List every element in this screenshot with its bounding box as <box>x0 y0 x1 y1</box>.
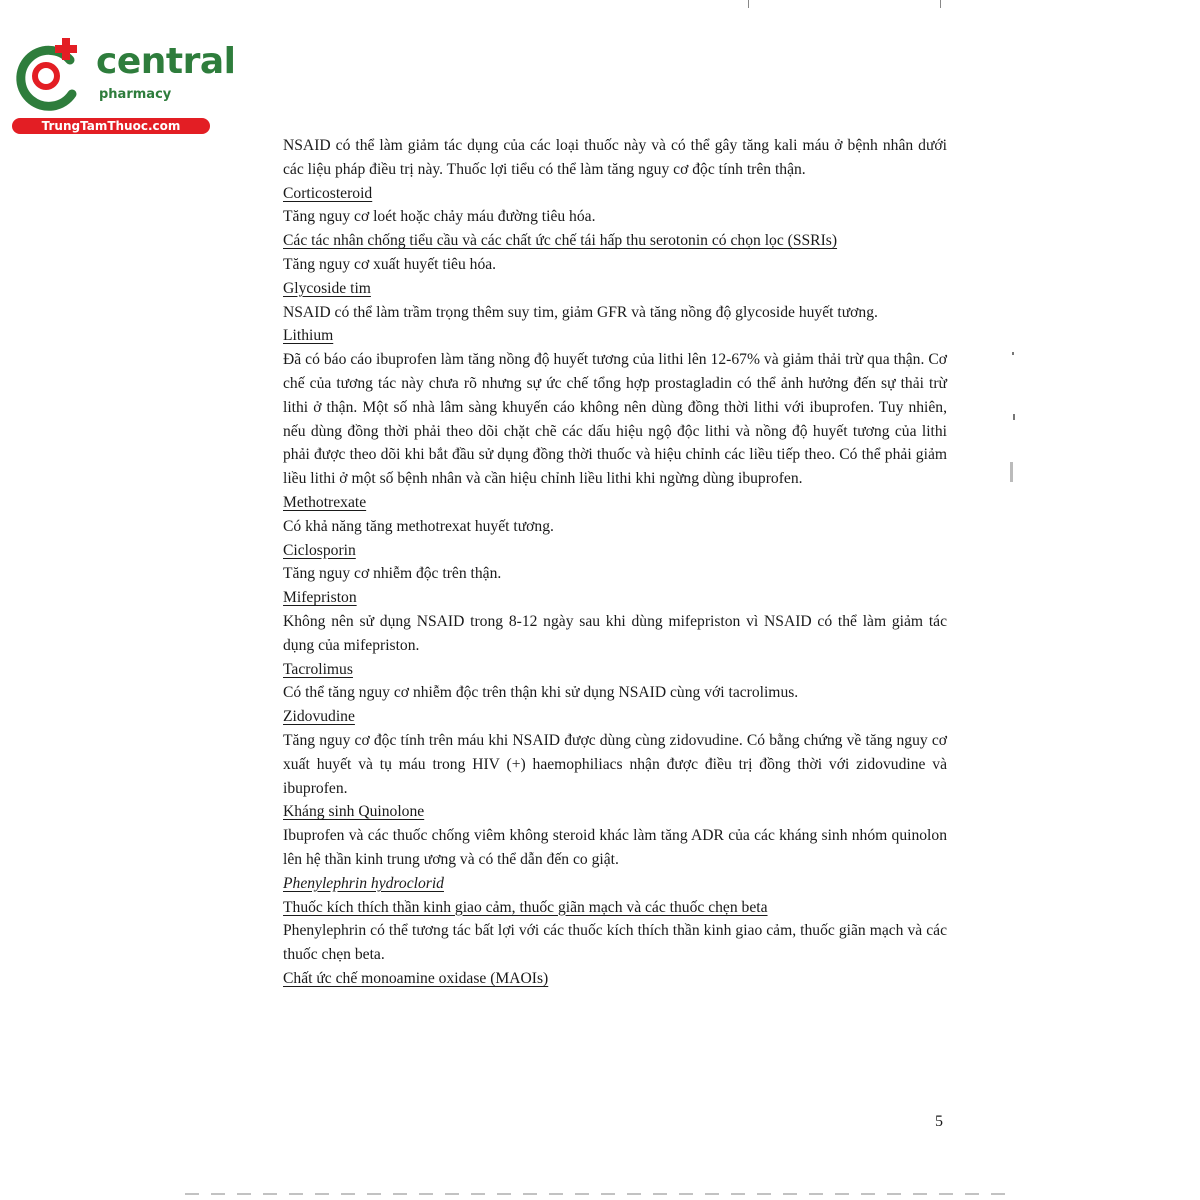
section-heading: Chất ức chế monoamine oxidase (MAOIs) <box>283 969 549 987</box>
paragraph: Tăng nguy cơ loét hoặc chảy máu đường tiêu hóa. <box>283 208 596 226</box>
logo-subtitle: pharmacy <box>99 87 172 102</box>
paragraph: Tăng nguy cơ xuất huyết tiêu hóa. <box>283 255 497 273</box>
document-body <box>283 134 947 991</box>
section-heading: Methotrexate <box>283 493 367 511</box>
paragraph: Không nên sử dụng NSAID trong 8-12 ngày sau khi dùng mifepriston vì NSAID có thể làm giảm tác dụng của mifepriston. <box>283 612 947 654</box>
paragraph: Ibuprofen và các thuốc chống viêm không steroid khác làm tăng ADR của các kháng sinh nhóm quinolon lên hệ thần kinh trung ương và có thể dẫn đến co giật. <box>283 827 947 868</box>
section-heading: Các tác nhân chống tiểu cầu và các chất ức chế tái hấp thu serotonin có chọn lọc (SSRIs) <box>283 232 838 250</box>
section-heading: Corticosteroid <box>283 184 373 202</box>
pharmacy-logo-icon <box>10 36 92 118</box>
paragraph: NSAID có thể làm giảm tác dụng của các loại thuốc này và có thể gây tăng kali máu ở bệnh nhân dưới các liệu pháp điều trị này. Thuốc lợi tiểu có thể làm tăng nguy cơ độc tính trên thận. <box>283 137 947 178</box>
paragraph: Tăng nguy cơ nhiễm độc trên thận. <box>283 565 502 583</box>
paragraph: NSAID có thể làm trầm trọng thêm suy tim, giảm GFR và tăng nồng độ glycoside huyết tương. <box>283 303 878 321</box>
paragraph: Có thể tăng nguy cơ nhiễm độc trên thận khi sử dụng NSAID cùng với tacrolimus. <box>283 684 799 702</box>
section-heading: Mifepriston <box>283 589 357 607</box>
scan-mark <box>748 0 749 8</box>
logo-website: TrungTamThuoc.com <box>12 118 210 134</box>
section-heading: Glycoside tim <box>283 279 371 297</box>
section-heading: Tacrolimus <box>283 660 353 678</box>
scan-mark <box>940 0 941 8</box>
scan-speck <box>1012 352 1014 355</box>
scan-speck <box>1013 414 1015 420</box>
section-heading: Zidovudine <box>283 708 355 726</box>
section-heading: Lithium <box>283 327 334 345</box>
section-heading: Kháng sinh Quinolone <box>283 803 425 821</box>
page-number: 5 <box>935 1113 943 1130</box>
scan-edge <box>185 1193 1005 1195</box>
paragraph: Có khả năng tăng methotrexat huyết tương. <box>283 517 554 535</box>
paragraph: Phenylephrin có thể tương tác bất lợi với các thuốc kích thích thần kinh giao cảm, thuốc giãn mạch và các thuốc chẹn beta. <box>283 922 947 964</box>
logo-name: central <box>96 41 236 82</box>
paragraph: Tăng nguy cơ độc tính trên máu khi NSAID được dùng cùng zidovudine. Có bằng chứng về tăng nguy cơ xuất huyết và tụ máu trong HIV (+) haemophiliacs nhận được điều trị đồng thời với zidovudine và ibuprofen. <box>283 731 947 797</box>
drug-heading: Phenylephrin hydroclorid <box>283 874 444 892</box>
paragraph: Đã có báo cáo ibuprofen làm tăng nồng độ huyết tương của lithi lên 12-67% và giảm thải trừ qua thận. Cơ chế của tương tác này chưa rõ nhưng sự ức chế tổng hợp prostagladin có thể ảnh hưởng đến sự thải trừ lithi ở thận. Một số nhà lâm sàng khuyến cáo không nên dùng đồng thời lithi với ibuprofen. Tuy nhiên, nếu dùng đồng thời phải theo dõi chặt chẽ các dấu hiệu ngộ độc lithi và nồng độ huyết tương của lithi phải được theo dõi khi bắt đầu sử dụng đồng thời thuốc và hiệu chỉnh các liều tiếp theo. Có thể phải giảm liều lithi ở một số bệnh nhân và cần hiệu chỉnh liều lithi khi ngừng dùng ibuprofen. <box>283 351 947 488</box>
section-heading: Ciclosporin <box>283 541 356 559</box>
section-heading: Thuốc kích thích thần kinh giao cảm, thuốc giãn mạch và các thuốc chẹn beta <box>283 898 768 916</box>
scan-speck <box>1010 462 1013 482</box>
central-pharmacy-logo <box>10 36 236 136</box>
